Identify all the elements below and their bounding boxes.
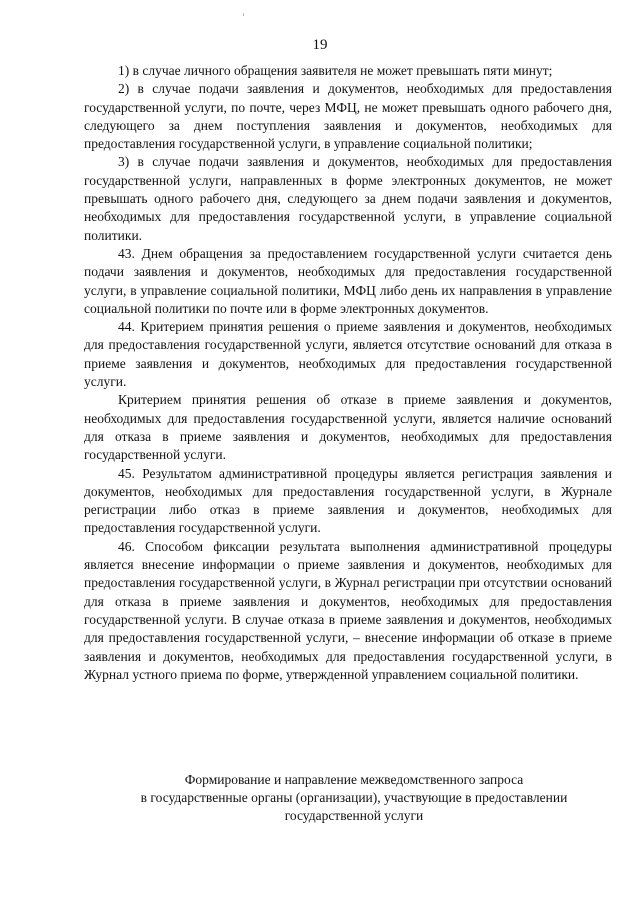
section-heading-line-1: Формирование и направление межведомственного запроса bbox=[184, 772, 524, 787]
scan-speck bbox=[243, 13, 244, 16]
section-heading bbox=[84, 771, 624, 825]
page-number: 19 bbox=[312, 37, 328, 53]
document-body bbox=[84, 62, 612, 684]
section-heading-line-3: государственной услуги bbox=[284, 808, 424, 823]
paragraph-44: 44. Критерием принятия решения о приеме заявления и документов, необходимых для предоставления государственной услуги, является отсутствие оснований для отказа в приеме заявления и документов, необходимых для предоставления государственной услуги. bbox=[84, 319, 612, 390]
section-heading-line-2: в государственные органы (организации), участвующие в предоставлении bbox=[140, 790, 568, 805]
paragraph-subitem-2: 2) в случае подачи заявления и документов, необходимых для предоставления государственной услуги, по почте, через МФЦ, не может превышать одного рабочего дня, следующего за днем поступления заявления и документов, необходимых для предоставления государственной услуги, в управление социальной политики; bbox=[84, 81, 612, 152]
paragraph-46: 46. Способом фиксации результата выполнения административной процедуры является внесение информации о приеме заявления и документов, необходимых для предоставления государственной услуги, в Журнал регистрации при отсутствии оснований для отказа в приеме заявления и документов, необходимых для предоставления государственной услуги. В случае отказа в приеме заявления и документов, необходимых для предоставления государственной услуги, – внесение информации об отказе в приеме заявления и документов, необходимых для предоставления государственной услуги, в Журнал устного приема по форме, утвержденной управлением социальной политики. bbox=[84, 538, 612, 682]
paragraph-43: 43. Днем обращения за предоставлением государственной услуги считается день подачи заявления и документов, необходимых для предоставления государственной услуги, в управление социальной политики, МФЦ либо день их направления в управление социальной политики по почте или в форме электронных документов. bbox=[84, 245, 612, 316]
paragraph-subitem-3: 3) в случае подачи заявления и документов, необходимых для предоставления государственной услуги, направленных в форме электронных документов, не может превышать одного рабочего дня, следующего за днем подачи заявления и документов, необходимых для предоставления государственной услуги, в управление социальной политики. bbox=[84, 154, 612, 243]
paragraph-45: 45. Результатом административной процедуры является регистрация заявления и документов, необходимых для предоставления государственной услуги, в Журнале регистрации либо отказ в приеме заявления и документов, необходимых для предоставления государственной услуги. bbox=[84, 465, 612, 536]
paragraph-44-refusal-criterion: Критерием принятия решения об отказе в приеме заявления и документов, необходимых для предоставления государственной услуги, является наличие оснований для отказа в приеме заявления и документов, необходимых для предоставления государственной услуги. bbox=[84, 392, 612, 463]
paragraph-subitem-1: 1) в случае личного обращения заявителя не может превышать пяти минут; bbox=[118, 63, 553, 78]
